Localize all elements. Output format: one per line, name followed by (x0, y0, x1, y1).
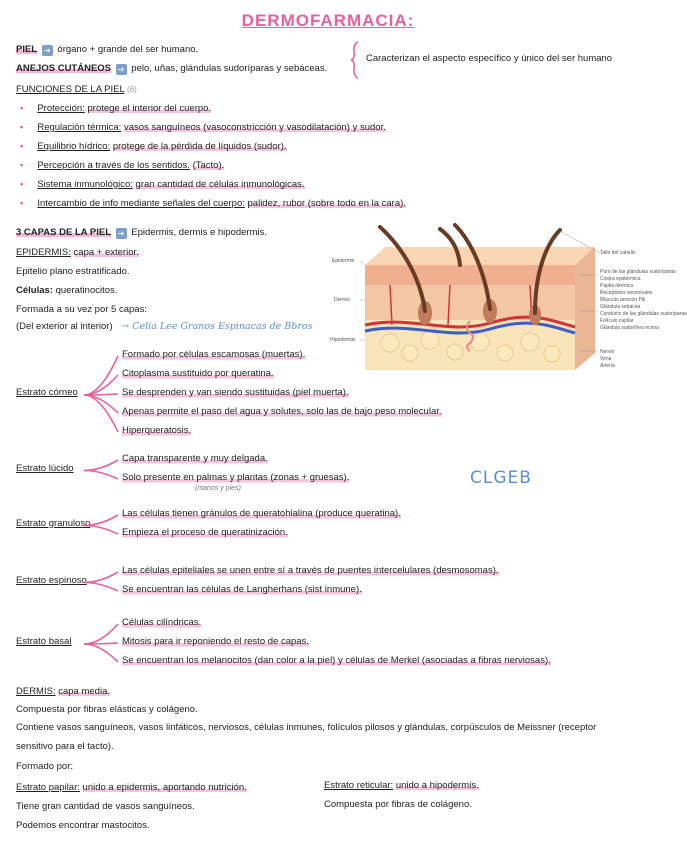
diagram-label-epidermis: Epidermis (332, 258, 355, 264)
diagram-label-bottom: Nervio (600, 349, 615, 355)
estrato-line: Las células tienen gránulos de queratohialina (produce queratina). (122, 508, 401, 519)
celulas-text: queratinocitos. (55, 285, 118, 296)
dermis-label: DERMIS: (16, 686, 56, 697)
bullet-icon: • (20, 122, 24, 133)
diagram-label-right: Poro de las glándulas sudoríparas (600, 269, 676, 275)
funcion-term: Percepción a través de los sentidos. (37, 160, 190, 171)
dermis-compuesta: Compuesta por fibras elásticas y colágeno. (16, 704, 198, 715)
papilar-text: unido a epidermis, aportando nutrición. (82, 782, 247, 793)
diagram-label-tallo: Tallo del cabello (600, 250, 636, 256)
estrato-line: Se encuentran las células de Langherhans (sist inmune). (122, 584, 362, 595)
funciones-heading (16, 83, 137, 96)
funcion-text: (Tacto). (192, 160, 225, 171)
funcion-text: palidez, rubor (sobre todo en la cara). (247, 198, 406, 209)
formada-line: Formada a su vez por 5 capas: (16, 304, 147, 315)
estrato-name: Estrato basal (16, 636, 72, 647)
diagram-label-right: Conducto de las glándulas sudoríparas (600, 311, 687, 317)
funcion-text: protege de la pérdida de líquidos (sudor). (112, 141, 287, 152)
brace-icon (350, 40, 362, 80)
estrato-line: Las células epiteliales se unen entre sí a través de puentes intercelulares (desmosomas). (122, 565, 499, 576)
funcion-term: Intercambio de info mediante señales del cuerpo: (37, 198, 245, 209)
capas-heading (16, 226, 267, 239)
papilar-label: Estrato papilar: (16, 782, 80, 793)
diagram-label-dermis: Dermis (334, 297, 350, 303)
funciones-title: FUNCIONES DE LA PIEL (16, 84, 125, 95)
estrato-line: Solo presente en palmas y plantas (zonas + gruesas). (122, 472, 350, 483)
diagram-label-bottom: Vena (600, 356, 612, 362)
brace-icon (82, 509, 122, 542)
side-note: Caracterizan el aspecto específico y único del ser humano (366, 53, 613, 64)
diagram-label-bottom: Arteria (600, 363, 615, 369)
estrato-name: Estrato granuloso (16, 517, 91, 529)
funcion-term: Sistema inmunológico: (37, 179, 133, 190)
page-title: DERMOFARMACIA: (241, 11, 415, 30)
diagram-label-right: Músculo arrector Pili (600, 297, 646, 303)
funcion-term: Equilibrio hídrico: (37, 141, 111, 152)
funcion-text: vasos sanguíneos (vasoconstricción y vasodilatación) y sudor. (123, 122, 386, 133)
funcion-item (20, 159, 224, 172)
arrow-icon: ➜ (116, 64, 127, 75)
estrato-name: Estrato lúcido (16, 462, 74, 474)
mnemonic-text: → Celia Lee Granos Espinacas de Bbros (121, 321, 313, 332)
skin-diagram (330, 225, 687, 385)
capas-title: 3 CAPAS DE LA PIEL (16, 227, 112, 238)
dermis-contiene: Contiene vasos sanguíneos, vasos linfáticos, nerviosos, células inmunes, folículos pilosos y glándulas, corpúsculos de Meissner (receptor (16, 722, 597, 733)
brace-icon (82, 350, 122, 440)
capas-text: Epidermis, dermis e hipodermis. (131, 227, 267, 238)
estrato-line: Hiperqueratosis. (122, 425, 192, 436)
diagram-label-right: Glándula sebácea (600, 304, 641, 310)
anejos-text: pelo, uñas, glándulas sudoríparas y sebáceas. (131, 63, 328, 74)
reticular-line-2: Compuesta por fibras de colágeno. (324, 799, 472, 810)
brace-icon (82, 566, 122, 599)
dermis-heading (16, 685, 110, 698)
estrato-note: (manos y pies) (195, 485, 241, 492)
celulas-label: Células: (16, 285, 53, 296)
epitelio-line: Epitelio plano estratificado. (16, 266, 130, 277)
celulas-line (16, 284, 117, 297)
papilar-line-2: Tiene gran cantidad de vasos sanguíneos. (16, 801, 195, 812)
reticular-line (324, 779, 479, 792)
bullet-icon: • (20, 160, 24, 171)
funcion-item (20, 178, 305, 191)
funcion-item (20, 140, 287, 153)
piel-text: órgano + grande del ser humano. (57, 44, 199, 55)
piel-label: PIEL (16, 44, 38, 55)
funcion-text: gran cantidad de células inmunológicas. (135, 179, 305, 190)
diagram-label-right: Papila dérmica (600, 283, 634, 289)
papilar-line-3: Podemos encontrar mastocitos. (16, 820, 150, 831)
epidermis-line (16, 246, 139, 259)
arrow-icon: ➜ (42, 45, 53, 56)
estrato-name: Estrato córneo (16, 387, 78, 398)
diagram-label-right: Costra epidérmica (600, 276, 641, 282)
bullet-icon: • (20, 141, 24, 152)
brace-icon (82, 618, 122, 670)
funcion-term: Regulación térmica: (37, 122, 122, 133)
funcion-item (20, 102, 211, 115)
arrow-icon: ➜ (116, 228, 127, 239)
papilar-line (16, 781, 247, 794)
dermis-label-text: capa media. (58, 686, 110, 697)
estrato-line: Citoplasma sustituido por queratina. (122, 368, 274, 379)
dermis-contiene-2: sensitivo para el tacto). (16, 741, 114, 752)
diagram-label-hipodermis: Hipodermis (330, 337, 356, 343)
orden-text: (Del exterior al interior) (16, 321, 113, 332)
signature: CLGEB (470, 468, 532, 488)
dermis-formado: Formado por: (16, 761, 74, 772)
estrato-name: Estrato espinoso (16, 574, 87, 586)
funcion-item (20, 197, 406, 210)
bullet-icon: • (20, 198, 24, 209)
epidermis-label: EPIDERMIS: (16, 247, 71, 258)
bullet-icon: • (20, 179, 24, 190)
epidermis-text: capa + exterior. (73, 247, 139, 258)
brace-icon (82, 454, 122, 487)
anejos-label: ANEJOS CUTÁNEOS (16, 63, 112, 74)
diagram-label-right: Glándula sudorífera ecrina (600, 325, 659, 331)
funcion-term: Protección: (37, 103, 85, 114)
reticular-label: Estrato reticular: (324, 780, 394, 791)
bullet-icon: • (20, 103, 24, 114)
estrato-line: Formado por células escamosas (muertas). (122, 349, 306, 360)
funciones-count: (6) (127, 85, 137, 94)
estrato-line: Empieza el proceso de queratinización. (122, 527, 288, 538)
estrato-line: Capa transparente y muy delgada. (122, 453, 268, 464)
estrato-line: Se encuentran los melanocitos (dan color a la piel) y células de Merkel (asociadas a fibras nerviosas). (122, 655, 551, 666)
orden-line (16, 320, 313, 333)
estrato-line: Se desprenden y van siendo sustituidas (piel muerta). (122, 387, 349, 398)
diagram-label-right: Receptores sensoriales (600, 290, 653, 296)
estrato-line: Mitosis para ir reponiendo el resto de capas. (122, 636, 309, 647)
diagram-label-right: Folículo capilar (600, 318, 634, 324)
estrato-line: Apenas permite el paso del agua y solutes, solo las de bajo peso molecular. (122, 406, 442, 417)
funcion-item (20, 121, 386, 134)
piel-line (16, 43, 198, 56)
anejos-line (16, 62, 327, 75)
estrato-line: Células cilíndricas. (122, 617, 202, 628)
funcion-text: protege el interior del cuerpo. (87, 103, 212, 114)
reticular-text: unido a hipodermis. (395, 780, 479, 791)
